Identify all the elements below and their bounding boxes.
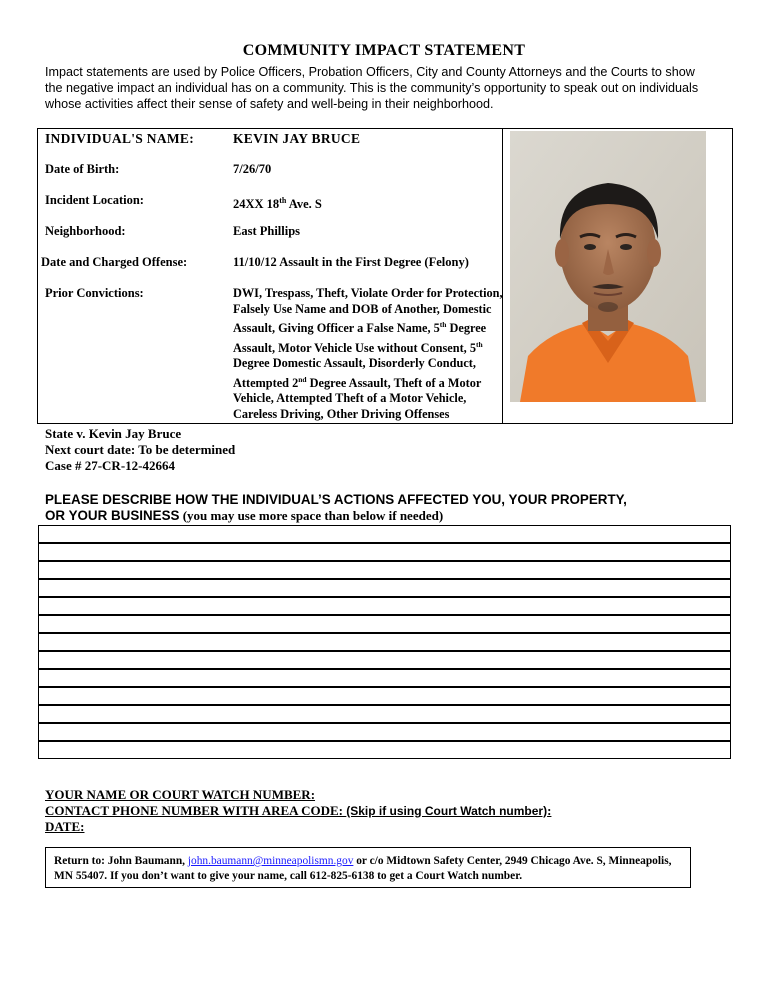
name-value: KEVIN JAY BRUCE: [233, 131, 361, 146]
individual-info-box: [37, 128, 503, 424]
response-line[interactable]: [39, 580, 730, 598]
response-line[interactable]: [39, 616, 730, 634]
offense-value: 11/10/12 Assault in the First Degree (Felony): [233, 255, 469, 269]
intro-line: the negative impact an individual has on a community. This is the community’s opportunity to speak out on individuals: [45, 81, 699, 95]
priors-label: Prior Convictions:: [45, 286, 144, 300]
priors-value: DWI, Trespass, Theft, Violate Order for Protection, Falsely Use Name and DOB of Another, Domestic Assault, Giving Officer a False Name, 5th Degree Assault, Motor Vehicle Use without Consent, 5th Degree Domestic Assault, Disorderly Conduct, Attempted 2nd Degree Assault, Theft of a Motor Vehicle, Attempted Theft of a Motor Vehicle, Careless Driving, Other Driving Offenses: [233, 286, 503, 421]
response-line[interactable]: [39, 598, 730, 616]
case-title: State v. Kevin Jay Bruce: [45, 426, 182, 441]
dob-value: 7/26/70: [233, 162, 272, 176]
response-line[interactable]: [39, 526, 730, 544]
response-line[interactable]: [39, 562, 730, 580]
next-court-date: Next court date: To be determined: [45, 442, 236, 457]
offense-label: Date and Charged Offense:: [41, 255, 188, 269]
case-info: [45, 426, 235, 474]
contact-fields: [45, 787, 551, 835]
page-title: COMMUNITY IMPACT STATEMENT: [242, 42, 526, 59]
neighborhood-value: East Phillips: [233, 224, 301, 238]
response-lines[interactable]: [38, 525, 731, 759]
response-line[interactable]: [39, 544, 730, 562]
email-link[interactable]: john.baumann@minneapolismn.gov: [187, 855, 354, 867]
response-line[interactable]: [39, 634, 730, 652]
date-field[interactable]: DATE:: [45, 819, 85, 834]
location-value: 24XX 18th Ave. S: [233, 196, 322, 212]
your-name-field[interactable]: YOUR NAME OR COURT WATCH NUMBER:: [45, 787, 316, 802]
mugshot-photo: [510, 131, 706, 402]
intro-paragraph: [45, 64, 745, 112]
prompt-line: OR YOUR BUSINESS (you may use more space than below if needed): [45, 508, 444, 523]
phone-field[interactable]: CONTACT PHONE NUMBER WITH AREA CODE: (Skip if using Court Watch number):: [45, 802, 552, 818]
describe-prompt: [45, 492, 627, 524]
response-line[interactable]: [39, 706, 730, 724]
response-line[interactable]: [39, 652, 730, 670]
intro-line: Impact statements are used by Police Officers, Probation Officers, City and County Attorneys and the Courts to show: [45, 65, 695, 79]
neighborhood-label: Neighborhood:: [45, 224, 126, 238]
response-line[interactable]: [39, 742, 730, 759]
name-label: INDIVIDUAL'S NAME:: [45, 131, 195, 146]
dob-label: Date of Birth:: [45, 162, 120, 176]
response-line[interactable]: [39, 724, 730, 742]
case-number: Case # 27-CR-12-42664: [45, 458, 175, 473]
prompt-line: PLEASE DESCRIBE HOW THE INDIVIDUAL’S ACTIONS AFFECTED YOU, YOUR PROPERTY,: [45, 492, 627, 507]
intro-line: whose activities affect their sense of safety and well-being in their neighborhood.: [45, 97, 494, 111]
return-instructions: Return to: John Baumann, john.baumann@minneapolismn.gov or c/o Midtown Safety Center, 2949 Chicago Ave. S, Minneapolis, MN 55407. If you don’t want to give your name, call 612-825-6138 to get a Court Watch number.: [45, 847, 691, 888]
location-label: Incident Location:: [45, 193, 144, 207]
response-line[interactable]: [39, 688, 730, 706]
photo-box: [503, 128, 733, 424]
response-line[interactable]: [39, 670, 730, 688]
